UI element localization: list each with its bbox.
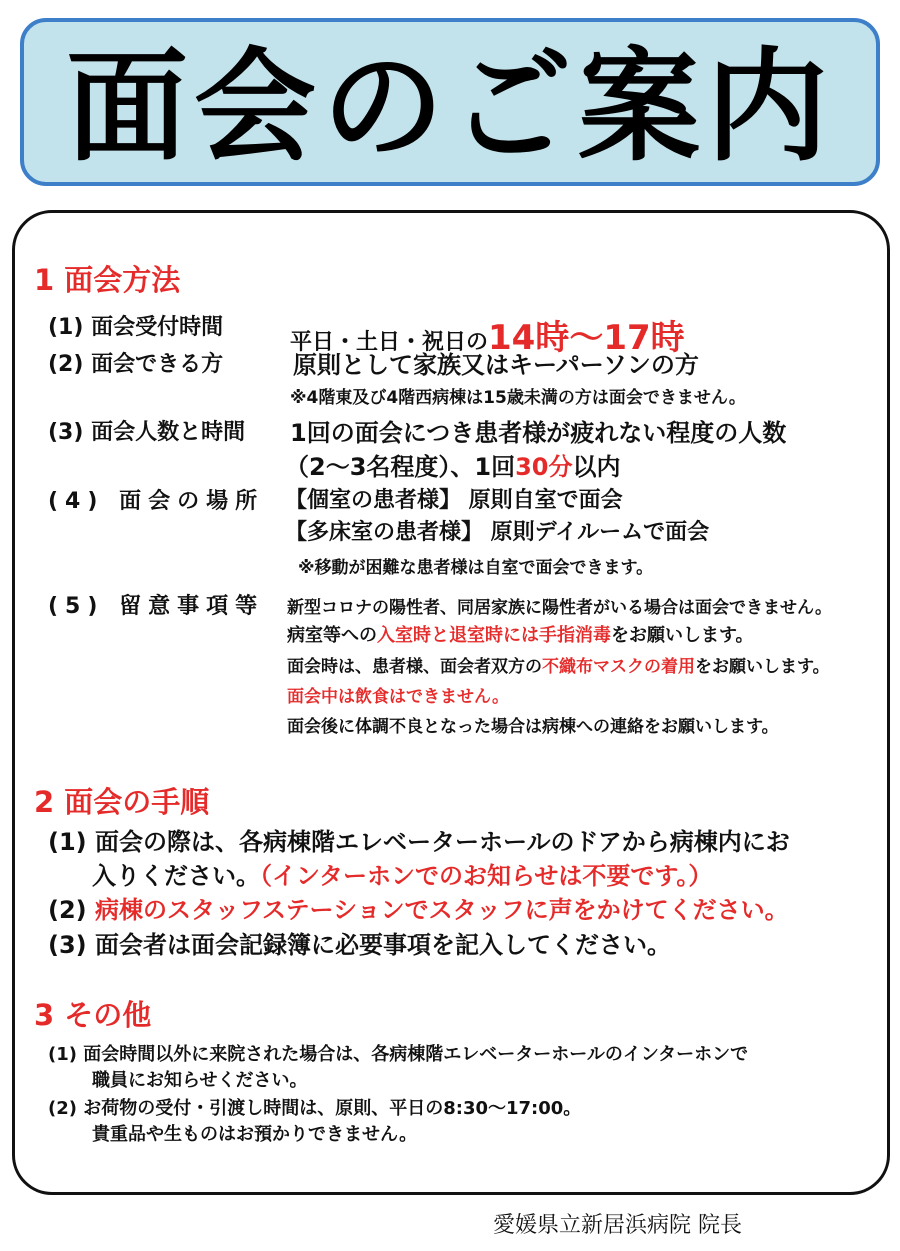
s2-item1-enter: 入りください。 [92, 862, 260, 890]
s2-item3: (3) 面会者は面会記録簿に必要事項を記入してください。 [48, 931, 671, 959]
s1-item5-line3-a: 面会時は、患者様、面会者双方の [287, 657, 542, 677]
s3-item1-line2: 職員にお知らせください。 [92, 1070, 308, 1091]
s3-item1-line1: (1) 面会時間以外に来院された場合は、各病棟階エレベーターホールのインターホンで [48, 1044, 749, 1065]
s1-item4-line1: 【個室の患者様】 原則自室で面会 [285, 488, 623, 513]
no-eating-notice: 面会中は飲食はできません。 [287, 687, 510, 707]
title-banner [20, 18, 880, 186]
visiting-hours: 14時～17時 [488, 318, 685, 358]
s1-item3-count: （2～3名程度）、1回 [285, 453, 516, 481]
s1-item4-note: ※移動が困難な患者様は自室で面会できます。 [298, 558, 654, 578]
s1-item4-label: (4) 面会の場所 [48, 489, 265, 514]
s1-item4-line2: 【多床室の患者様】 原則デイルームで面会 [285, 520, 710, 545]
s1-item3-text: 1回の面会につき患者様が疲れない程度の人数 [290, 419, 787, 447]
s1-item3-label: (3) 面会人数と時間 [48, 420, 246, 445]
s2-item2-num: (2) [48, 896, 95, 924]
s1-item3-duration: 30分 [515, 453, 573, 481]
s2-item1-line1: (1) 面会の際は、各病棟階エレベーターホールのドアから病棟内にお [48, 828, 790, 856]
s1-item5-line3-c: をお願いします。 [695, 657, 830, 677]
s1-item5-line2-c: をお願いします。 [611, 625, 754, 646]
s2-item1-intercom-note: （インターホンでのお知らせは不要です。） [260, 862, 713, 890]
s1-item5-line2 [287, 621, 754, 647]
mask-notice: 不織布マスクの着用 [542, 657, 695, 677]
s1-item5-line3 [287, 652, 830, 677]
page-title: 面会のご案内 [66, 36, 834, 178]
s1-item2-text: 原則として家族又はキーパーソンの方 [293, 351, 699, 379]
section2-heading: 2 面会の手順 [34, 785, 210, 819]
s1-item5-label: (5) 留意事項等 [48, 594, 265, 619]
s3-item2-line2: 貴重品や生ものはお預かりできません。 [92, 1124, 418, 1145]
s1-item2-note: ※4階東及び4階西病棟は15歳未満の方は面会できません。 [290, 388, 746, 408]
s2-item2 [48, 890, 789, 925]
s2-item1-line2 [92, 856, 712, 891]
s1-item3-within: 以内 [572, 453, 621, 481]
s1-item5-line2-a: 病室等への [287, 625, 377, 646]
s1-item5-line1: 新型コロナの陽性者、同居家族に陽性者がいる場合は面会できません。 [287, 598, 833, 618]
s3-item2-line1: (2) お荷物の受付・引渡し時間は、原則、平日の8:30～17:00。 [48, 1098, 582, 1119]
s1-item3-text2 [285, 447, 621, 482]
signature: 愛媛県立新居浜病院 院長 [493, 1213, 742, 1238]
s1-item1-days: 平日・土日・祝日の [290, 330, 489, 355]
s1-item5-line5: 面会後に体調不良となった場合は病棟への連絡をお願いします。 [287, 717, 779, 737]
section3-heading: 3 その他 [34, 998, 152, 1032]
hand-hygiene-notice: 入室時と退室時には手指消毒 [377, 625, 611, 646]
s1-item1-label: (1) 面会受付時間 [48, 315, 224, 340]
s2-item2-text: 病棟のスタッフステーションでスタッフに声をかけてください。 [95, 896, 789, 924]
section1-heading: 1 面会方法 [34, 263, 181, 297]
s1-item2-label: (2) 面会できる方 [48, 352, 224, 377]
